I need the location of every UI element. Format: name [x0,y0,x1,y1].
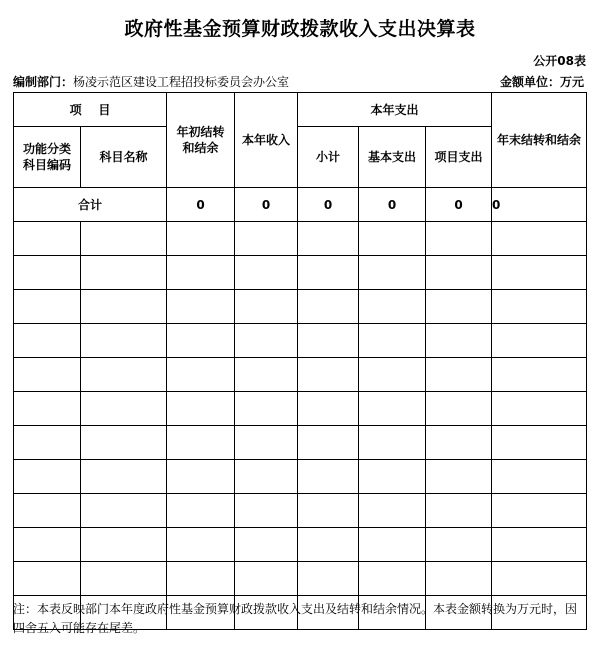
table-cell [81,528,167,562]
table-cell [359,358,426,392]
table-cell [167,358,235,392]
total-closing-balance: 0 [492,188,587,222]
table-cell [359,324,426,358]
organization-line [13,73,289,90]
table-cell [81,392,167,426]
table-cell [14,256,81,290]
header-item: 项 目 [14,93,167,127]
table-row [14,392,587,426]
table-row [14,290,587,324]
form-number: 公开08表 [533,54,586,68]
header-basic-expense: 基本支出 [359,127,426,188]
table-cell [81,460,167,494]
total-row [14,188,587,222]
header-func-code: 功能分类科目编码 [14,127,81,188]
table-cell [167,494,235,528]
table-cell [167,324,235,358]
table-cell [359,290,426,324]
table-cell [359,494,426,528]
table-row [14,324,587,358]
table-cell [14,324,81,358]
table-cell [298,256,359,290]
table-cell [14,358,81,392]
table-cell [298,460,359,494]
table-cell [359,562,426,596]
page-title: 政府性基金预算财政拨款收入支出决算表 [124,18,476,40]
header-opening-balance: 年初结转和结余 [167,93,235,188]
organization-label: 编制部门： [13,75,74,89]
table-cell [167,256,235,290]
table-cell [359,222,426,256]
table-row [14,222,587,256]
table-cell [235,256,298,290]
table-cell [298,392,359,426]
table-cell [359,426,426,460]
table-cell [235,324,298,358]
table-cell [426,358,492,392]
table-cell [167,460,235,494]
table-cell [492,562,587,596]
table-cell [235,494,298,528]
table-row [14,562,587,596]
table-cell [235,290,298,324]
table-cell [426,528,492,562]
header-project-expense: 项目支出 [426,127,492,188]
table-cell [14,426,81,460]
table-cell [235,222,298,256]
table-cell [235,460,298,494]
table-cell [81,290,167,324]
table-cell [81,426,167,460]
table-cell [81,222,167,256]
table-cell [426,494,492,528]
table-cell [492,392,587,426]
header-subject-name: 科目名称 [81,127,167,188]
table-row [14,494,587,528]
table-cell [235,392,298,426]
table-cell [359,528,426,562]
table-cell [298,290,359,324]
table-cell [492,290,587,324]
table-cell [492,494,587,528]
table-cell [426,460,492,494]
table-cell [167,528,235,562]
table-cell [426,256,492,290]
table-cell [492,460,587,494]
table-cell [426,426,492,460]
settlement-table [13,92,587,630]
table-cell [14,528,81,562]
table-cell [167,222,235,256]
header-subtotal: 小计 [298,127,359,188]
table-cell [426,562,492,596]
table-cell [492,324,587,358]
table-cell [167,392,235,426]
table-cell [359,392,426,426]
table-cell [492,426,587,460]
total-opening-balance: 0 [167,188,235,222]
table-cell [167,290,235,324]
total-basic-expense: 0 [359,188,426,222]
table-cell [426,392,492,426]
table-cell [14,562,81,596]
table-cell [426,290,492,324]
table-row [14,256,587,290]
table-cell [81,256,167,290]
header-row-1 [14,93,587,127]
table-cell [298,562,359,596]
footnote: 注：本表反映部门本年度政府性基金预算财政拨款收入支出及结转和结余情况。本表金额转换为万元时，因四舍五入可能存在尾差。 [13,602,578,635]
table-cell [492,222,587,256]
table-cell [14,290,81,324]
table-cell [298,222,359,256]
table-cell [167,426,235,460]
table-cell [426,222,492,256]
table-row [14,460,587,494]
table-cell [298,528,359,562]
total-subtotal: 0 [298,188,359,222]
header-closing-balance: 年末结转和结余 [492,93,587,188]
table-row [14,528,587,562]
table-cell [492,528,587,562]
table-row [14,358,587,392]
header-annual-income: 本年收入 [235,93,298,188]
table-cell [426,324,492,358]
table-cell [298,324,359,358]
table-cell [81,494,167,528]
table-row [14,426,587,460]
total-label: 合计 [14,188,167,222]
table-cell [235,562,298,596]
table-cell [298,358,359,392]
table-cell [298,426,359,460]
table-cell [235,358,298,392]
total-annual-income: 0 [235,188,298,222]
table-cell [81,324,167,358]
table-cell [235,528,298,562]
table-cell [14,392,81,426]
table-cell [492,256,587,290]
amount-unit: 金额单位：万元 [499,75,584,89]
header-annual-expense: 本年支出 [298,93,492,127]
table-cell [81,358,167,392]
total-project-expense: 0 [426,188,492,222]
table-cell [298,494,359,528]
table-cell [14,222,81,256]
table-cell [167,562,235,596]
table-cell [359,460,426,494]
table-cell [14,460,81,494]
table-cell [14,494,81,528]
table-cell [81,562,167,596]
table-cell [492,358,587,392]
table-cell [235,426,298,460]
table-cell [359,256,426,290]
organization-name: 杨凌示范区建设工程招投标委员会办公室 [73,75,290,89]
